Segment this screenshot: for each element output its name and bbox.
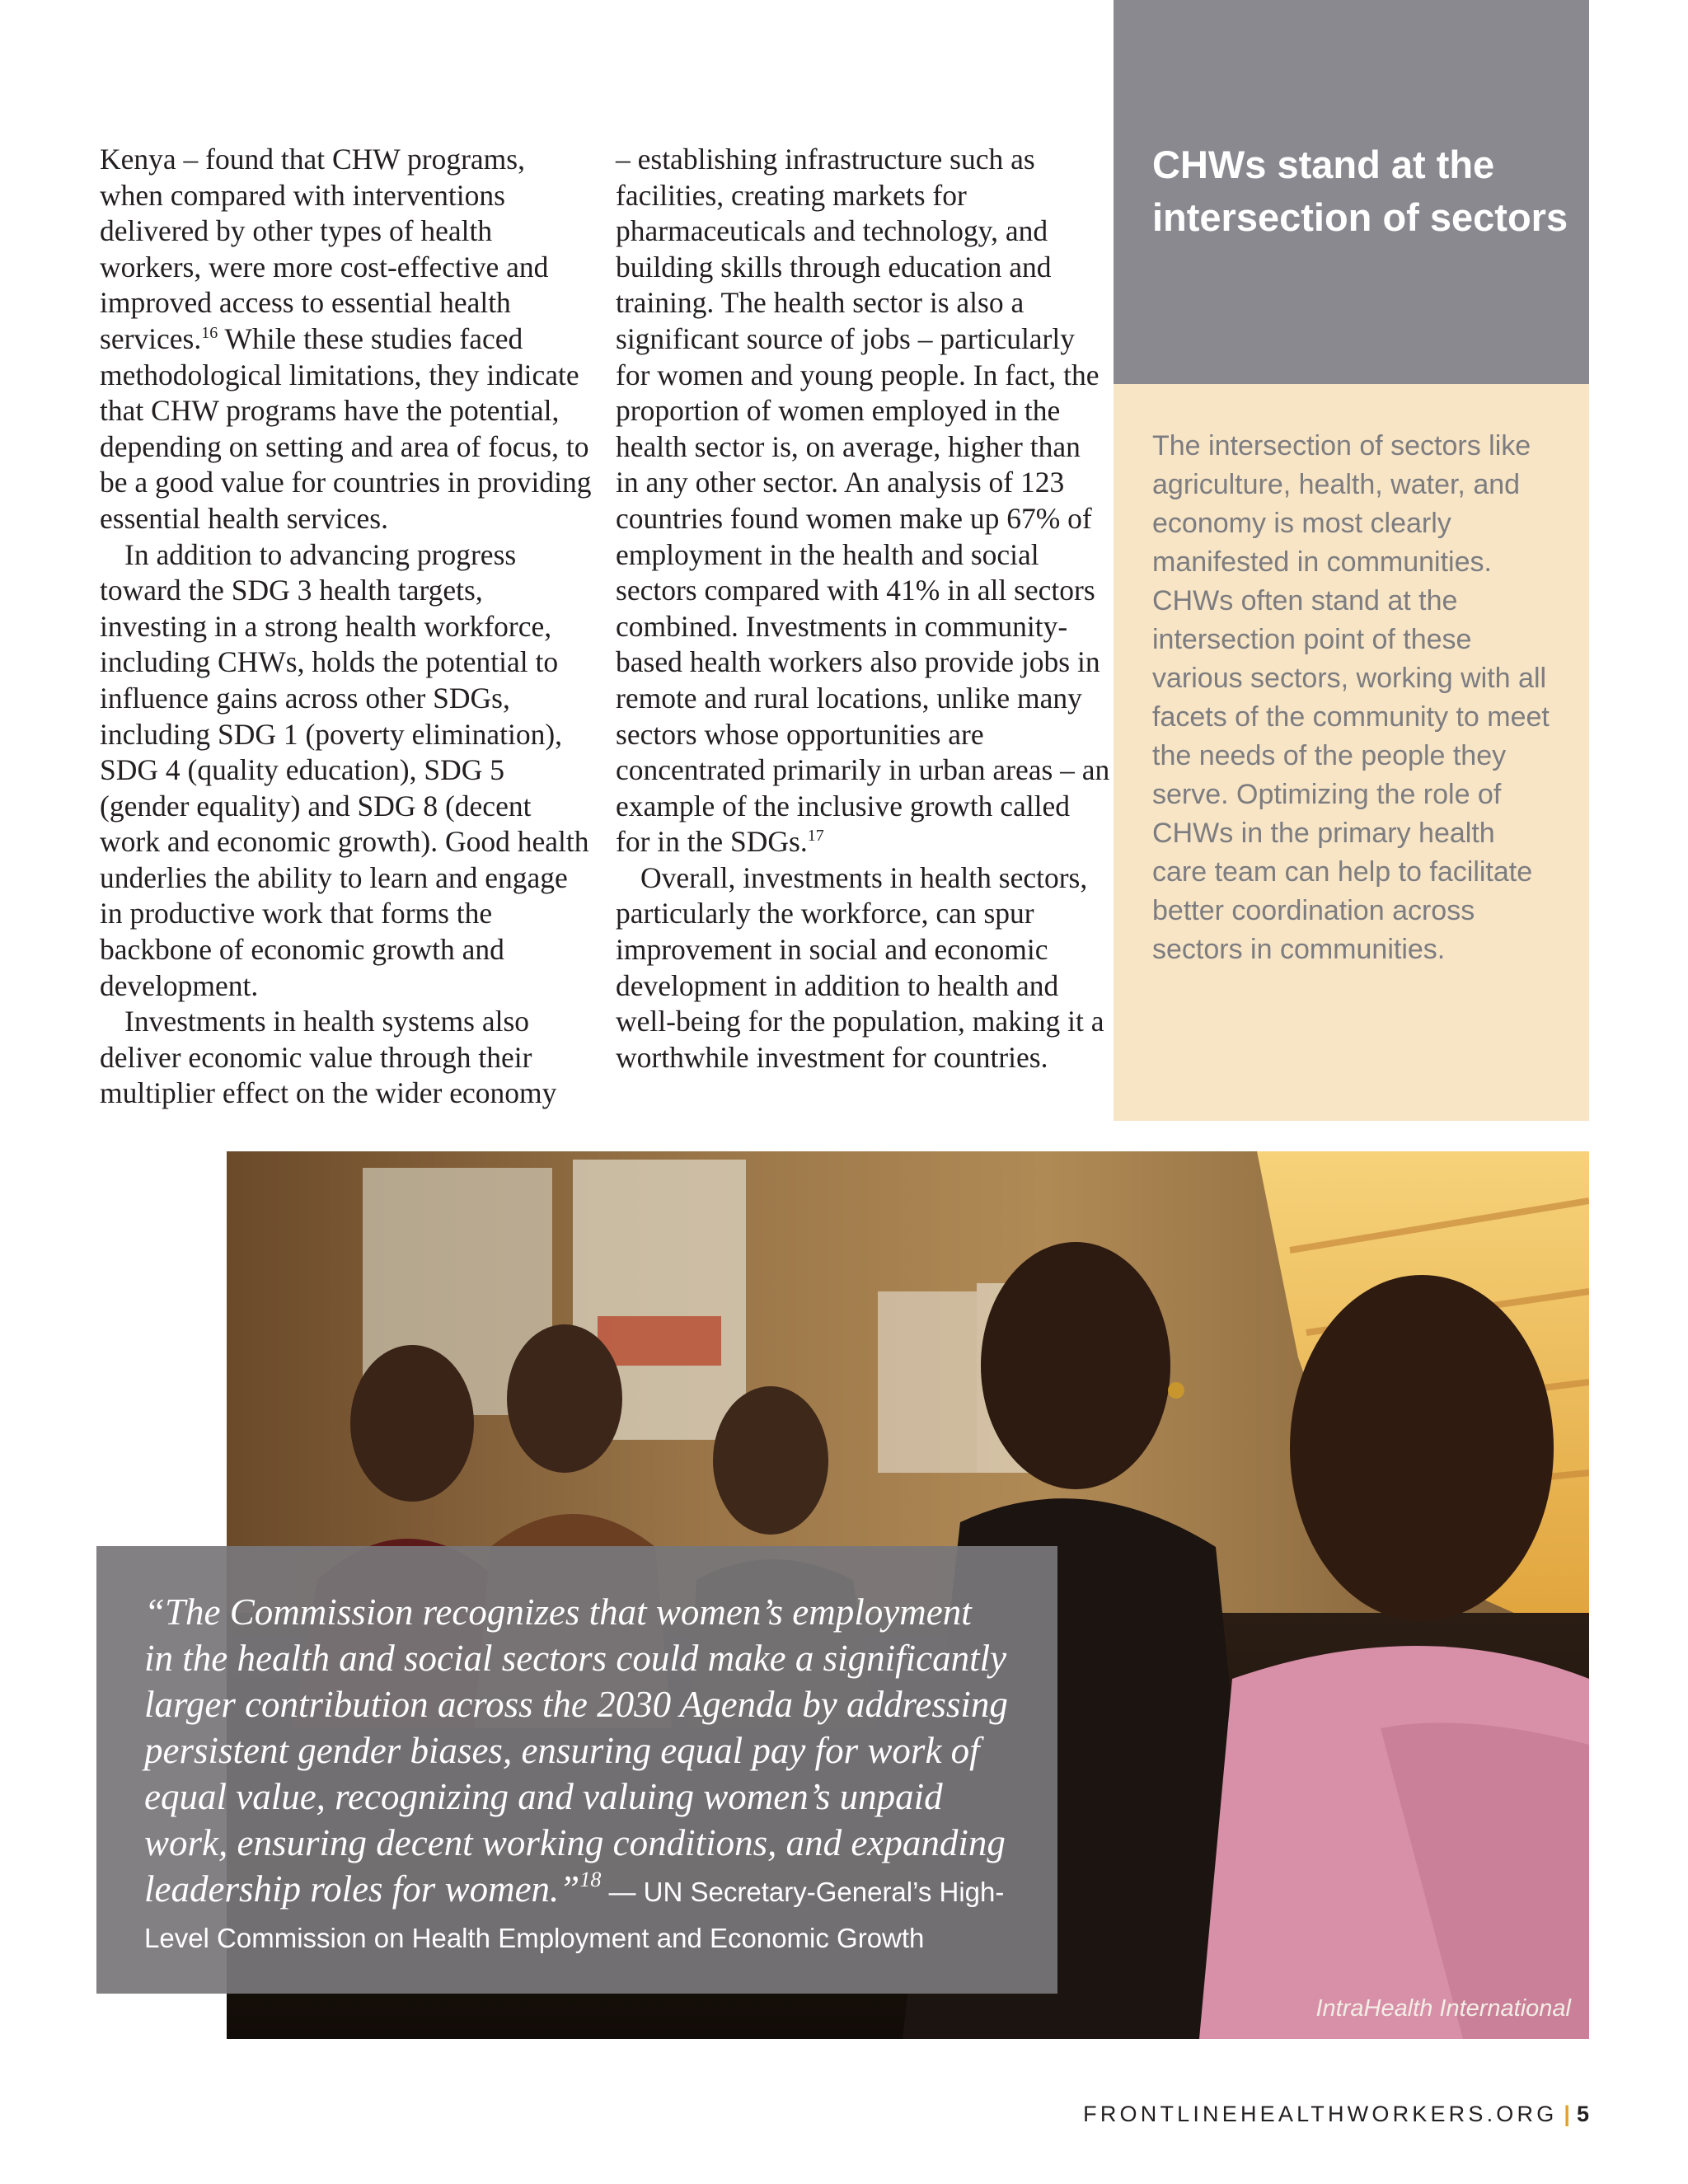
sidebar-text: The intersection of sectors like agriculture, health, water, and economy is most clearly manifested in communities. CHWs often stand at the intersection point of these various sectors, working with all facets of the community to meet the needs of the people they serve. Optimizing the role of CHWs in the primary health care team can help to facilitate better coordination across sectors in communities. xyxy=(1152,430,1550,965)
quote-attribution: — UN Secretary-General’s High-Level Commission on Health Employment and Economic Growth xyxy=(144,1877,1005,1953)
paragraph xyxy=(616,142,1110,860)
paragraph-text: Kenya – found that CHW programs, when compared with interventions delivered by other types of health workers, were more cost-effective and improved access to essential health services. xyxy=(100,143,549,355)
paragraph: Overall, investments in health sectors, particularly the workforce, can spur improvement in social and economic development in addition to health and well-being for the population, making it a worthwhile investment for countries. xyxy=(616,860,1104,1074)
quote-text xyxy=(144,1589,1008,1958)
sidebar-header xyxy=(1114,0,1589,384)
paragraph: In addition to advancing progress toward the SDG 3 health targets, investing in a strong health workforce, including CHWs, holds the potential to influence gains across other SDGs, including SDG 1 (poverty elimination), SDG 4 (quality education), SDG 5 (gender equality) and SDG 8 (decent work and economic growth). Good health underlies the ability to learn and engage in productive work that forms the backbone of economic growth and development. xyxy=(100,537,589,1002)
body-column-left xyxy=(100,142,594,1112)
footnote-ref: 18 xyxy=(579,1868,602,1891)
body-column-middle xyxy=(616,142,1110,1076)
sidebar-body xyxy=(1114,384,1589,1121)
paragraph-text: – establishing infrastructure such as facilities, creating markets for pharmaceuticals and technology, and building skills through education and training. The health sector is also a significant source of jobs – particularly for women and young people. In fact, the proportion of women employed in the health sector is, on average, higher than in any other sector. An analysis of 123 countries found women make up 67% of employment in the health and social sectors compared with 41% in all sectors combined. Investments in community-based health workers also provide jobs in remote and rural locations, unlike many sectors whose opportunities are concentrated primarily in urban areas – an example of the inclusive growth called for in the SDGs. xyxy=(616,143,1110,859)
photo-credit: IntraHealth International xyxy=(1315,1995,1571,2022)
page-footer xyxy=(1083,2102,1589,2127)
paragraph: Investments in health systems also deliver economic value through their multiplier effect on the wider economy xyxy=(100,1005,557,1110)
footnote-ref: 17 xyxy=(807,827,824,846)
quote-body: “The Commission recognizes that women’s employment in the health and social sectors could make a significantly larger contribution across the 2030 Agenda by addressing persistent gender biases, ensuring equal pay for work of equal value, recognizing and valuing women’s unpaid work, ensuring decent working conditions, and expanding leadership roles for women.” xyxy=(144,1591,1008,1910)
sidebar-title: CHWs stand at the intersection of sectors xyxy=(1152,143,1568,239)
footer-site: FRONTLINEHEALTHWORKERS.ORG xyxy=(1083,2102,1558,2126)
paragraph xyxy=(100,142,594,537)
footnote-ref: 16 xyxy=(201,323,218,342)
page-number: 5 xyxy=(1576,2102,1589,2126)
footer-separator: | xyxy=(1564,2102,1570,2126)
paragraph-text: While these studies faced methodological limitations, they indicate that CHW programs have the potential, depending on setting and area of focus, to be a good value for countries in providing essential health services. xyxy=(100,321,592,535)
pull-quote xyxy=(96,1546,1057,1994)
